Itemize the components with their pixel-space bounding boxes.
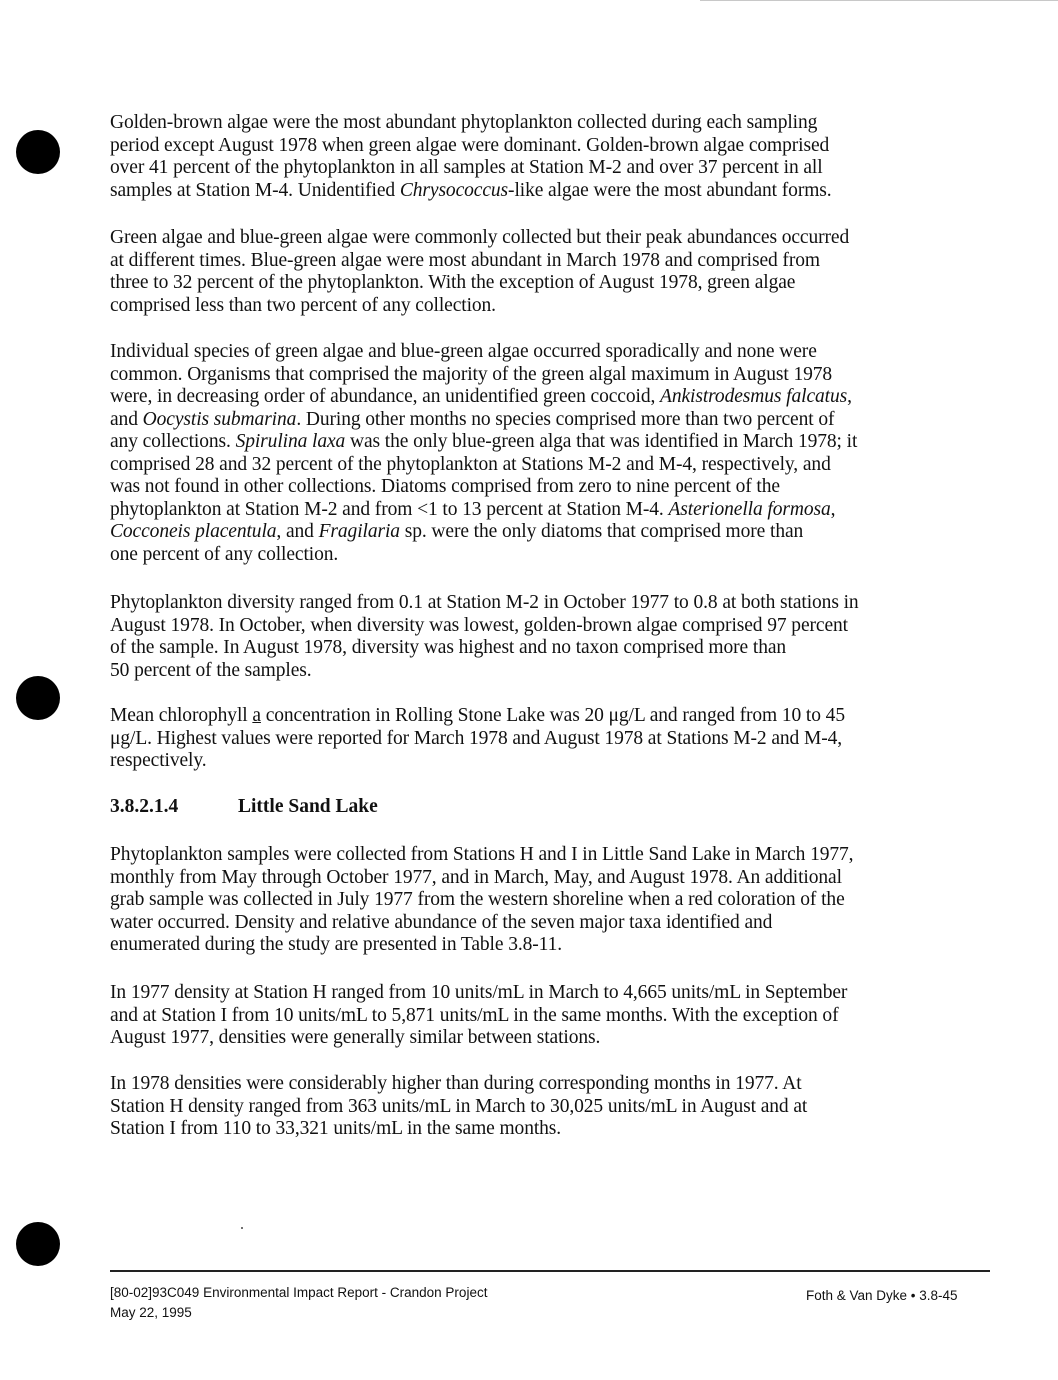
top-edge-rule [700, 0, 1058, 1]
text-line: August 1977, densities were generally similar between stations. [110, 1027, 601, 1048]
text-line: μg/L. Highest values were reported for March 1978 and August 1978 at Stations M-2 and M-4, [110, 727, 843, 749]
text-line: Station H density ranged from 363 units/mL in March to 30,025 units/mL in August and at [110, 1095, 808, 1117]
text-line: monthly from May through October 1977, and in March, May, and August 1978. An additional [110, 866, 842, 888]
text-line: over 41 percent of the phytoplankton in all samples at Station M-2 and over 37 percent in all [110, 157, 823, 178]
text-line: respectively. [110, 750, 207, 771]
paragraph-diversity [110, 592, 859, 682]
text-line: phytoplankton at Station M-2 and from <1 to 13 percent at Station M-4. Asterionella formosa, [110, 498, 836, 520]
paragraph-1977-density [110, 982, 847, 1050]
text-line: Station I from 110 to 33,321 units/mL in the same months. [110, 1118, 562, 1139]
text-line: was not found in other collections. Diatoms comprised from zero to nine percent of the [110, 476, 780, 497]
text-line: Mean chlorophyll a concentration in Rolling Stone Lake was 20 μg/L and ranged from 10 to 45 [110, 705, 845, 726]
text-line: enumerated during the study are presented in Table 3.8-11. [110, 934, 563, 955]
paragraph-green-blue-green-algae [110, 227, 849, 317]
text-line: at different times. Blue-green algae were most abundant in March 1978 and comprised from [110, 249, 820, 271]
footer-document-id: [80-02]93C049 Environmental Impact Report - Crandon Project [110, 1285, 488, 1300]
footer-date: May 22, 1995 [110, 1305, 192, 1320]
text-line: period except August 1978 when green algae were dominant. Golden-brown algae comprised [110, 134, 830, 156]
text-line: Green algae and blue-green algae were commonly collected but their peak abundances occurred [110, 227, 850, 248]
text-line: comprised 28 and 32 percent of the phytoplankton at Stations M-2 and M-4, respectively, and [110, 453, 831, 475]
text-line: Golden-brown algae were the most abundant phytoplankton collected during each sampling [110, 112, 818, 133]
text-line: common. Organisms that comprised the majority of the green algal maximum in August 1978 [110, 363, 833, 385]
text-line: August 1978. In October, when diversity was lowest, golden-brown algae comprised 97 percent [110, 614, 848, 636]
footer-rule [110, 1270, 990, 1272]
footer-page-number: Foth & Van Dyke • 3.8-45 [806, 1288, 958, 1303]
footer-left [110, 1283, 487, 1323]
hole-punch-top [16, 130, 60, 174]
text-line: comprised less than two percent of any collection. [110, 294, 496, 316]
text-line: of the sample. In August 1978, diversity was highest and no taxon comprised more than [110, 637, 787, 658]
paragraph-individual-species [110, 341, 857, 566]
section-number: 3.8.2.1.4 [110, 796, 179, 817]
footer-right [806, 1286, 958, 1306]
text-line: Phytoplankton samples were collected from Stations H and I in Little Sand Lake in March 1977, [110, 844, 854, 865]
hole-punch-bottom [16, 1222, 60, 1266]
text-line: three to 32 percent of the phytoplankton. With the exception of August 1978, green algae [110, 272, 796, 293]
text-line: were, in decreasing order of abundance, an unidentified green coccoid, Ankistrodesmus falcatus, [110, 386, 852, 407]
text-line: Individual species of green algae and blue-green algae occurred sporadically and none were [110, 341, 817, 362]
paragraph-1978-density [110, 1073, 807, 1141]
text-line: water occurred. Density and relative abundance of the seven major taxa identified and [110, 911, 773, 933]
section-heading [110, 796, 378, 818]
paragraph-chlorophyll [110, 705, 845, 773]
text-line: grab sample was collected in July 1977 from the western shoreline when a red coloration of the [110, 889, 845, 910]
paragraph-little-sand-sampling [110, 844, 853, 957]
text-line: and Oocystis submarina. During other months no species comprised more than two percent of [110, 408, 835, 430]
scan-speck [241, 1227, 243, 1229]
text-line: Phytoplankton diversity ranged from 0.1 at Station M-2 in October 1977 to 0.8 at both stations in [110, 592, 859, 613]
text-line: one percent of any collection. [110, 543, 339, 565]
hole-punch-middle [16, 676, 60, 720]
text-line: 50 percent of the samples. [110, 659, 312, 681]
text-line: samples at Station M-4. Unidentified Chrysococcus-like algae were the most abundant forms. [110, 179, 832, 201]
text-line: and at Station I from 10 units/mL to 5,871 units/mL in the same months. With the exception of [110, 1004, 839, 1026]
section-title: Little Sand Lake [238, 796, 378, 817]
paragraph-golden-brown-algae [110, 112, 832, 202]
text-line: In 1977 density at Station H ranged from 10 units/mL in March to 4,665 units/mL in September [110, 982, 848, 1003]
text-line: any collections. Spirulina laxa was the only blue-green alga that was identified in March 1978; it [110, 431, 858, 452]
text-line: Cocconeis placentula, and Fragilaria sp. were the only diatoms that comprised more than [110, 521, 804, 542]
text-line: In 1978 densities were considerably higher than during corresponding months in 1977. At [110, 1073, 802, 1094]
